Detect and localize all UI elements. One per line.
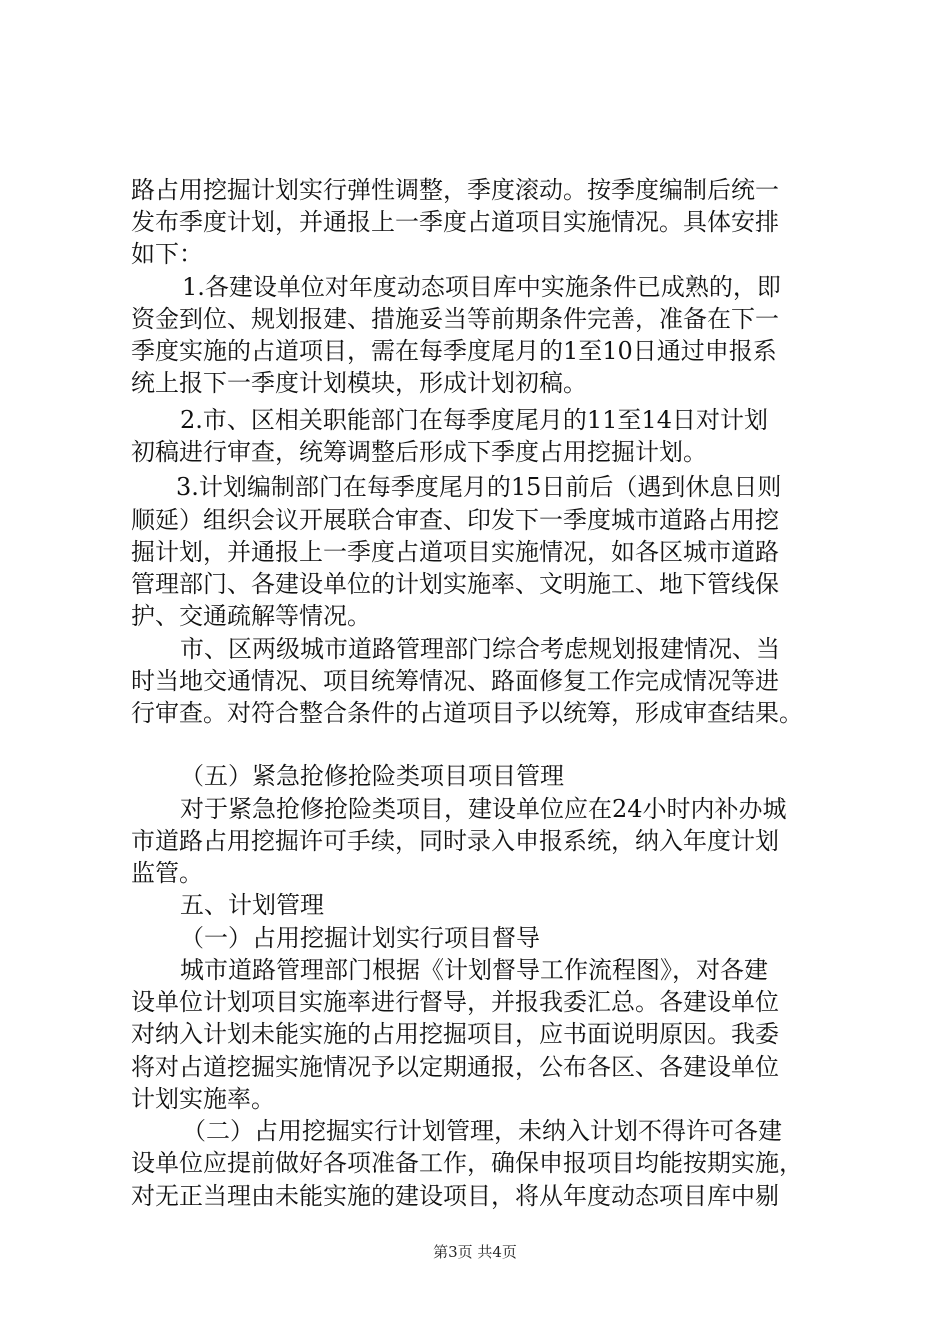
line-19: 对于紧急抢修抢险类项目，建设单位应在24小时内补办城 (180, 795, 787, 823)
line-10: 3.计划编制部门在每季度尾月的15日前后（遇到休息日则 (176, 473, 782, 501)
line-16: 时当地交通情况、项目统筹情况、路面修复工作完成情况等进 (131, 667, 779, 695)
line-02: 发布季度计划，并通报上一季度占道项目实施情况。具体安排 (131, 208, 779, 236)
line-14: 护、交通疏解等情况。 (131, 602, 371, 630)
line-20: 市道路占用挖掘许可手续，同时录入申报系统，纳入年度计划 (131, 827, 779, 855)
line-17: 行审查。对符合整合条件的占道项目予以统筹，形成审查结果。 (131, 699, 803, 727)
line-03: 如下： (131, 240, 203, 268)
line-05: 资金到位、规划报建、措施妥当等前期条件完善，准备在下一 (131, 305, 779, 333)
line-09: 初稿进行审查，统筹调整后形成下季度占用挖掘计划。 (131, 438, 707, 466)
line-21: 监管。 (131, 859, 203, 887)
line-24: 城市道路管理部门根据《计划督导工作流程图》，对各建 (180, 956, 768, 984)
line-25: 设单位计划项目实施率进行督导，并报我委汇总。各建设单位 (131, 988, 779, 1016)
line-27: 将对占道挖掘实施情况予以定期通报，公布各区、各建设单位 (131, 1053, 779, 1081)
line-12: 掘计划，并通报上一季度占道项目实施情况，如各区城市道路 (131, 538, 779, 566)
line-30: 设单位应提前做好各项准备工作，确保申报项目均能按期实施， (131, 1149, 803, 1177)
line-13: 管理部门、各建设单位的计划实施率、文明施工、地下管线保 (131, 570, 779, 598)
line-04: 1.各建设单位对年度动态项目库中实施条件已成熟的，即 (182, 273, 781, 301)
page-footer: 第3页 共4页 (433, 1243, 517, 1261)
line-31: 对无正当理由未能实施的建设项目，将从年度动态项目库中剔 (131, 1182, 779, 1210)
line-06: 季度实施的占道项目，需在每季度尾月的1至10日通过申报系 (131, 337, 777, 365)
line-28: 计划实施率。 (131, 1085, 275, 1113)
line-23: （一）占用挖掘计划实行项目督导 (180, 924, 540, 952)
line-26: 对纳入计划未能实施的占用挖掘项目，应书面说明原因。我委 (131, 1020, 779, 1048)
line-15: 市、区两级城市道路管理部门综合考虑规划报建情况、当 (180, 635, 780, 663)
line-07: 统上报下一季度计划模块，形成计划初稿。 (131, 369, 587, 397)
line-22: 五、计划管理 (180, 891, 324, 919)
line-18: （五）紧急抢修抢险类项目项目管理 (180, 762, 564, 790)
line-29: （二）占用挖掘实行计划管理，未纳入计划不得许可各建 (182, 1117, 782, 1145)
line-11: 顺延）组织会议开展联合审查、印发下一季度城市道路占用挖 (131, 506, 779, 534)
line-08: 2.市、区相关职能部门在每季度尾月的11至14日对计划 (180, 406, 768, 434)
line-01: 路占用挖掘计划实行弹性调整，季度滚动。按季度编制后统一 (131, 176, 779, 204)
